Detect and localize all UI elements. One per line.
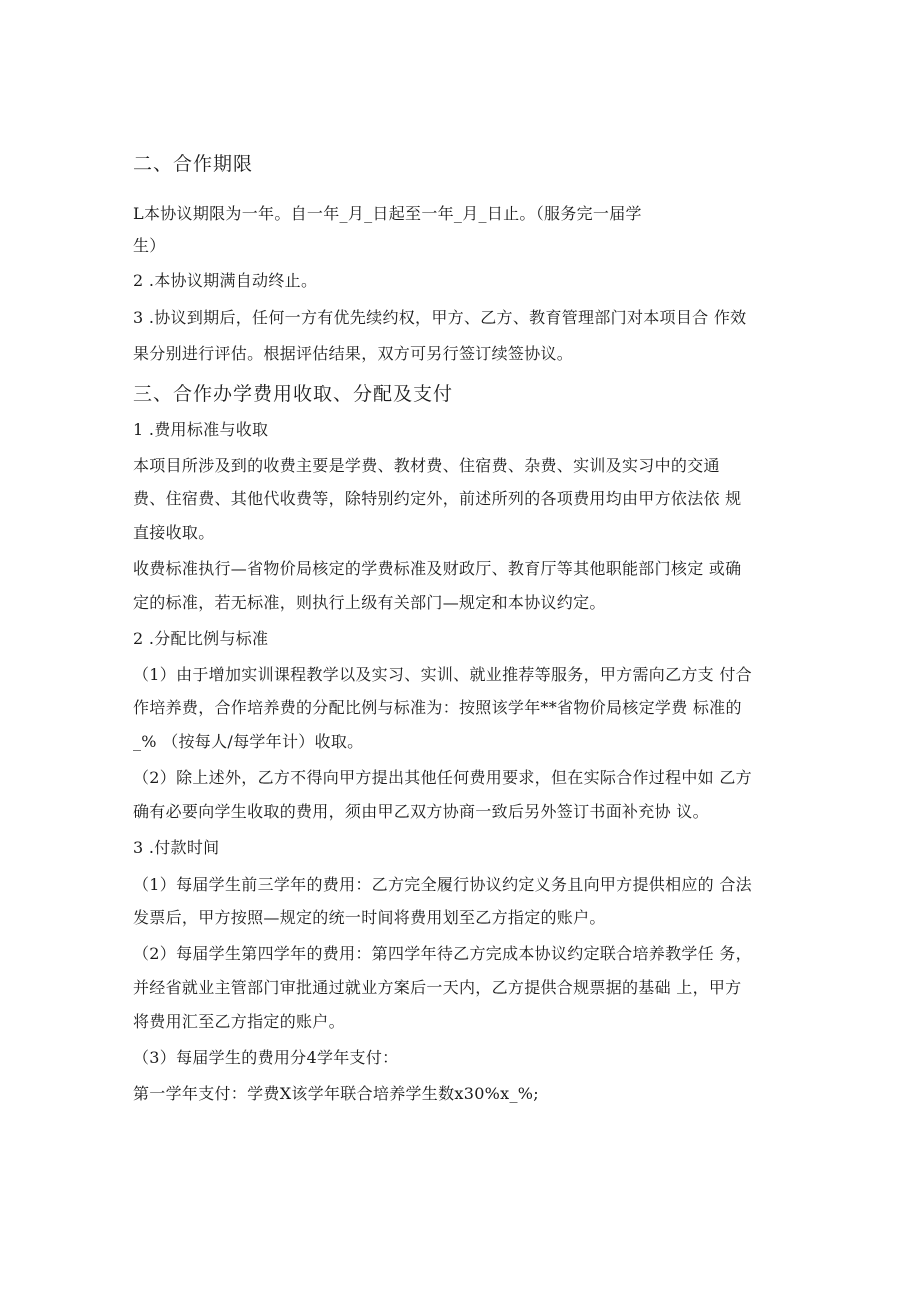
paragraph-line: 将费用汇至乙方指定的账户。 [133,1012,345,1031]
paragraph-line: 收费标准执行—省物价局核定的学费标准及财政厅、教育厅等其他职能部门核定 或确 [133,559,742,578]
paragraph-line: L本协议期限为一年。自一年_月_日起至一年_月_日止。（服务完一届学 [133,204,642,223]
paragraph-line: 作培养费，合作培养费的分配比例与标准为：按照该学年**省物价局核定学费 标准的 [133,698,742,717]
paragraph-line: 确有必要向学生收取的费用，须由甲乙双方协商一致后另外签订书面补充协 议。 [133,802,709,821]
paragraph-line: 第一学年支付：学费X该学年联合培养学生数x30%x_%; [133,1084,539,1103]
paragraph-line: 2 .本协议期满自动终止。 [133,271,318,290]
paragraph-line: （1）由于增加实训课程教学以及实习、实训、就业推荐等服务，甲方需向乙方支 付合 [133,665,752,684]
paragraph-line: （2）每届学生第四学年的费用：第四学年待乙方完成本协议约定联合培养教学任 务， [133,944,752,963]
paragraph-line: （3）每届学生的费用分4学年支付： [133,1048,399,1067]
paragraph-line: 本项目所涉及到的收费主要是学费、教材费、住宿费、杂费、实训及实习中的交通 [133,456,720,475]
paragraph-line: _% （按每人/每学年计）收取。 [133,732,364,751]
paragraph-line: （1）每届学生前三学年的费用：乙方完全履行协议约定义务且向甲方提供相应的 合法 [133,875,752,894]
paragraph-line: 费、住宿费、其他代收费等，除特别约定外，前述所列的各项费用均由甲方依法依 规 [133,489,742,508]
paragraph-line: 1 .费用标准与收取 [133,420,269,439]
paragraph-line: 3 .付款时间 [133,838,220,857]
paragraph-line: 发票后，甲方按照—规定的统一时间将费用划至乙方指定的账户。 [133,908,606,927]
paragraph-line: 定的标准，若无标准，则执行上级有关部门—规定和本协议约定。 [133,593,606,612]
section-heading-fees: 三、合作办学费用收取、分配及支付 [133,383,454,405]
section-heading-cooperation-term: 二、合作期限 [133,153,254,175]
paragraph-line: 直接收取。 [133,523,215,542]
paragraph-line: 果分别进行评估。根据评估结果，双方可另行签订续签协议。 [133,344,574,363]
paragraph-line: 2 .分配比例与标准 [133,629,269,648]
paragraph-line: （2）除上述外，乙方不得向甲方提出其他任何费用要求，但在实际合作过程中如 乙方 [133,768,752,787]
paragraph-line: 生） [133,236,166,255]
paragraph-line: 并经省就业主管部门审批通过就业方案后一天内，乙方提供合规票据的基础 上，甲方 [133,978,742,997]
paragraph-line: 3 .协议到期后，任何一方有优先续约权，甲方、乙方、教育管理部门对本项目合 作效 [133,308,747,327]
